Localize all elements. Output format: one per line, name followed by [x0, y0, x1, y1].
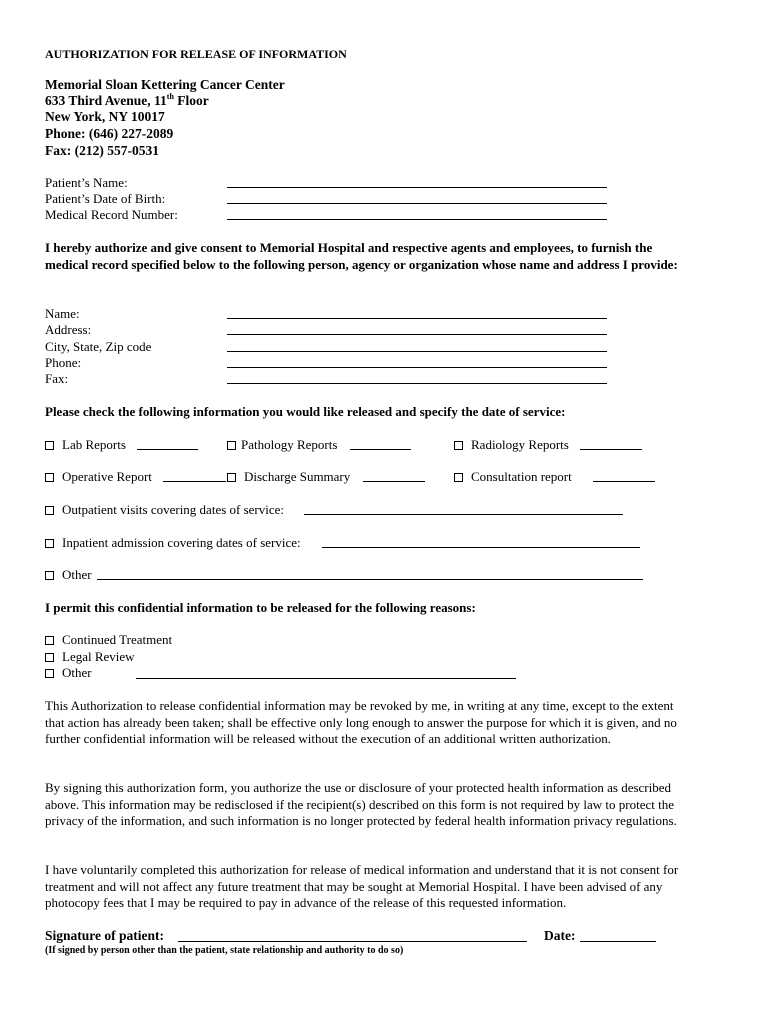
radiology-reports-label: Radiology Reports: [471, 437, 569, 452]
checkbox-icon[interactable]: [45, 571, 54, 580]
outpatient-label: Outpatient visits covering dates of service:: [62, 502, 285, 517]
recipient-phone-field[interactable]: [227, 367, 607, 368]
pathology-reports-label: Pathology Reports: [241, 437, 338, 452]
other-reason-label: Other: [62, 665, 92, 680]
patient-mrn-field[interactable]: [227, 219, 607, 220]
inpatient-dates-field[interactable]: [322, 547, 640, 548]
recipient-city-field[interactable]: [227, 351, 607, 352]
address-suffix: th: [166, 92, 174, 101]
reasons-heading: I permit this confidential information to be released for the following reasons:: [45, 600, 476, 615]
radiology-reports-date-field[interactable]: [580, 449, 642, 450]
signature-note: (If signed by person other than the patient, state relationship and authority to do so): [45, 945, 404, 956]
date-label: Date:: [544, 928, 576, 943]
recipient-fax-field[interactable]: [227, 383, 607, 384]
consent-intro: I hereby authorize and give consent to Memorial Hospital and respective agents and employees, to furnish the medical record specified below to the following person, agency or organization whose name and address I provide:: [45, 240, 678, 272]
checkbox-icon[interactable]: [45, 669, 54, 678]
lab-reports-date-field[interactable]: [137, 449, 198, 450]
other-reason-field[interactable]: [136, 678, 516, 679]
recipient-address-label: Address:: [45, 322, 92, 337]
outpatient-option[interactable]: [45, 502, 284, 518]
other-reason-option[interactable]: [45, 665, 92, 681]
pathology-reports-option[interactable]: [227, 437, 337, 453]
discharge-summary-label: Discharge Summary: [244, 469, 351, 484]
center-city: New York, NY 10017: [45, 109, 165, 124]
date-field[interactable]: [580, 941, 656, 942]
signature-field[interactable]: [178, 941, 527, 942]
operative-report-label: Operative Report: [62, 469, 152, 484]
address-street: 633 Third Avenue, 11: [45, 93, 167, 108]
patient-dob-label: Patient’s Date of Birth:: [45, 191, 166, 206]
checkbox-icon[interactable]: [45, 653, 54, 662]
recipient-city-label: City, State, Zip code: [45, 339, 152, 354]
center-phone: Phone: (646) 227-2089: [45, 126, 174, 141]
other-info-option[interactable]: [45, 567, 92, 583]
recipient-fax-label: Fax:: [45, 371, 69, 386]
center-address: [45, 93, 209, 109]
checkbox-icon[interactable]: [45, 539, 54, 548]
checkbox-icon[interactable]: [227, 441, 236, 450]
continued-treatment-option[interactable]: [45, 632, 172, 648]
lab-reports-label: Lab Reports: [62, 437, 126, 452]
checkbox-icon[interactable]: [454, 441, 463, 450]
continued-treatment-label: Continued Treatment: [62, 632, 173, 647]
consultation-report-date-field[interactable]: [593, 481, 655, 482]
center-name: Memorial Sloan Kettering Cancer Center: [45, 77, 285, 92]
disclosure-paragraph: By signing this authorization form, you authorize the use or disclosure of your protected health information as described above. This information may be redisclosed if the recipient(s) described on this form is not required by law to protect the privacy of the information, and such information is no longer protected by federal health information privacy regulations.: [45, 780, 677, 828]
other-info-label: Other: [62, 567, 92, 582]
checkbox-icon[interactable]: [45, 506, 54, 515]
consultation-report-label: Consultation report: [471, 469, 572, 484]
recipient-name-label: Name:: [45, 306, 80, 321]
legal-review-label: Legal Review: [62, 649, 135, 664]
form-title: AUTHORIZATION FOR RELEASE OF INFORMATION: [45, 47, 347, 61]
address-floor: Floor: [173, 93, 209, 108]
other-info-field[interactable]: [97, 579, 643, 580]
recipient-name-field[interactable]: [227, 318, 607, 319]
radiology-reports-option[interactable]: [454, 437, 569, 453]
operative-report-date-field[interactable]: [163, 481, 226, 482]
patient-name-field[interactable]: [227, 187, 607, 188]
revoke-paragraph: This Authorization to release confidential information may be revoked by me, in writing at any time, except to the extent that action has already been taken; shall be effective only long enough to answer the purpose for which it is given, and no further confidential information will be released without the execution of an additional written authorization.: [45, 698, 677, 746]
info-heading: Please check the following information you would like released and specify the date of service:: [45, 404, 566, 419]
checkbox-icon[interactable]: [227, 473, 236, 482]
inpatient-option[interactable]: [45, 535, 301, 551]
legal-review-option[interactable]: [45, 649, 135, 665]
recipient-phone-label: Phone:: [45, 355, 82, 370]
patient-mrn-label: Medical Record Number:: [45, 207, 178, 222]
recipient-address-field[interactable]: [227, 334, 607, 335]
checkbox-icon[interactable]: [45, 473, 54, 482]
signature-label: Signature of patient:: [45, 928, 165, 943]
patient-name-label: Patient’s Name:: [45, 175, 128, 190]
inpatient-label: Inpatient admission covering dates of service:: [62, 535, 301, 550]
discharge-summary-option[interactable]: [227, 469, 350, 485]
operative-report-option[interactable]: [45, 469, 152, 485]
discharge-summary-date-field[interactable]: [363, 481, 425, 482]
lab-reports-option[interactable]: [45, 437, 126, 453]
checkbox-icon[interactable]: [45, 441, 54, 450]
checkbox-icon[interactable]: [45, 636, 54, 645]
voluntary-paragraph: I have voluntarily completed this authorization for release of medical information and understand that it is not consent for treatment and will not affect any future treatment that may be sought at Memorial Hospital. I have been advised of any photocopy fees that I may be required to pay in advance of the release of this requested information.: [45, 862, 679, 910]
checkbox-icon[interactable]: [454, 473, 463, 482]
pathology-reports-date-field[interactable]: [350, 449, 411, 450]
center-fax: Fax: (212) 557-0531: [45, 143, 159, 158]
patient-dob-field[interactable]: [227, 203, 607, 204]
consultation-report-option[interactable]: [454, 469, 572, 485]
outpatient-dates-field[interactable]: [304, 514, 623, 515]
